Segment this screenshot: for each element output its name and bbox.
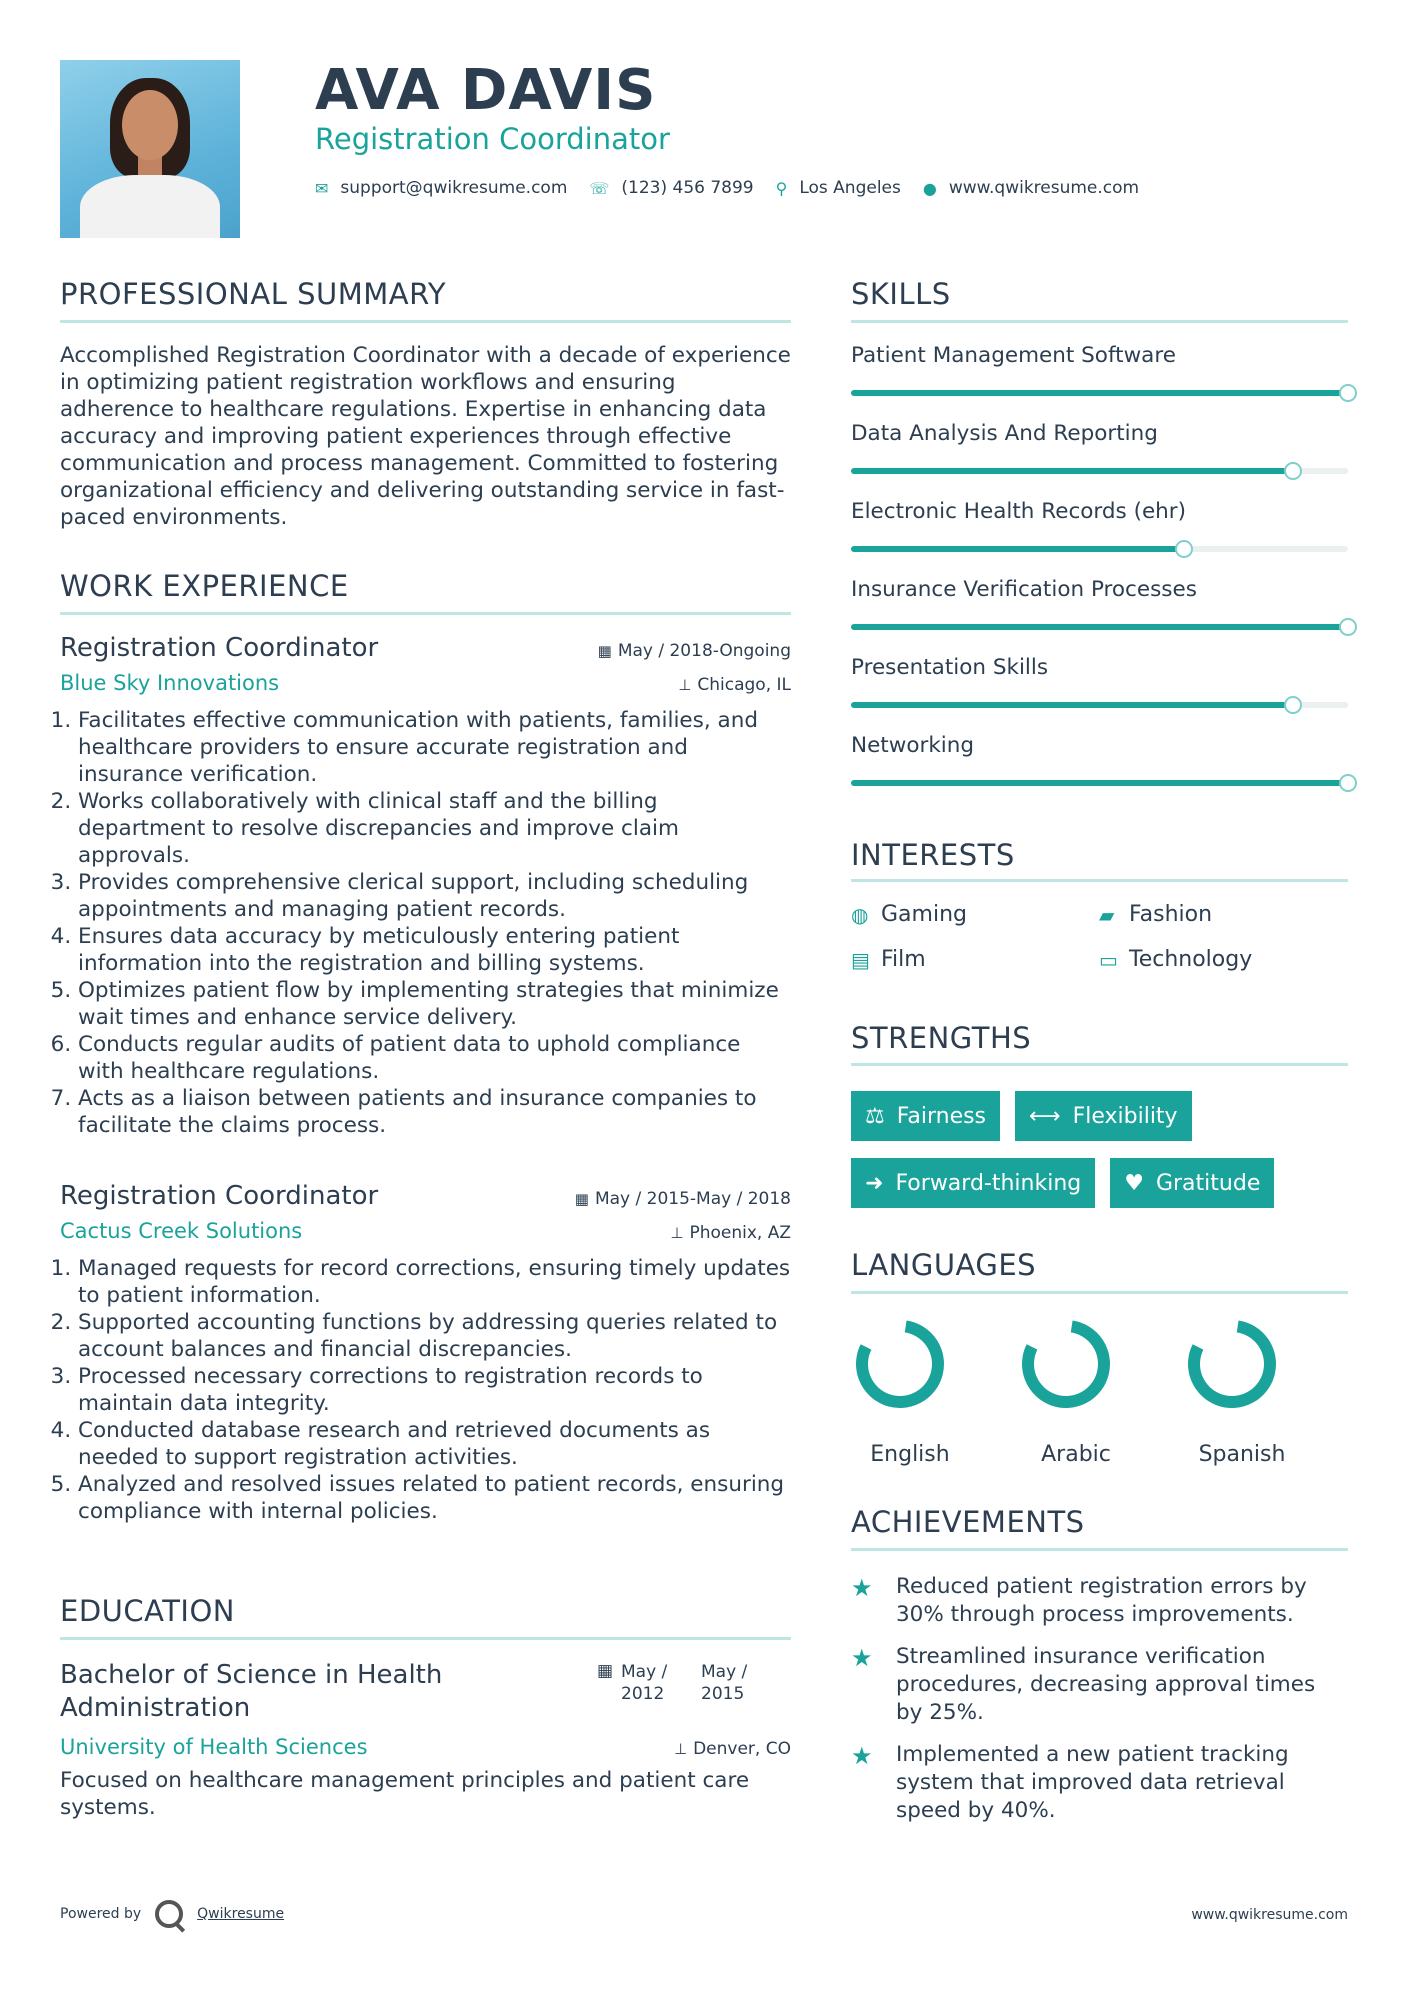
- skill-item: [851, 499, 1348, 577]
- summary-heading: PROFESSIONAL SUMMARY: [60, 277, 447, 311]
- pin-icon: ⊥: [670, 1224, 684, 1242]
- star-icon: ★: [851, 1574, 873, 1602]
- calendar-icon: ▦: [574, 1190, 589, 1208]
- strength-chip: [1110, 1158, 1274, 1208]
- company-name: Blue Sky Innovations: [60, 671, 280, 695]
- heart-icon: ♥: [1124, 1170, 1144, 1196]
- degree-title: Bachelor of Science in Health Administration: [60, 1660, 443, 1723]
- arrows-horizontal-icon: ⟷: [1029, 1103, 1061, 1129]
- interest-item: [1099, 947, 1347, 972]
- achievement-text: Reduced patient registration errors by 30% through process improvements.: [896, 1574, 1307, 1627]
- language-ring: [1187, 1318, 1297, 1418]
- list-item: 2. Supported accounting functions by addressing queries related to account balances and financial discrepancies.: [78, 1309, 791, 1363]
- language-item: [1187, 1318, 1297, 1467]
- candidate-title: Registration Coordinator: [315, 122, 670, 156]
- experience-rule: [60, 612, 791, 615]
- skill-item: [851, 343, 1348, 421]
- list-item: 3. Processed necessary corrections to registration records to maintain data integrity.: [78, 1363, 791, 1417]
- candidate-name: AVA DAVIS: [315, 58, 657, 123]
- experience-heading: WORK EXPERIENCE: [60, 569, 349, 603]
- strength-label: Flexibility: [1072, 1103, 1178, 1129]
- language-item: [855, 1318, 965, 1467]
- achievement-item: [851, 1573, 1348, 1629]
- skill-bar: [851, 390, 1348, 396]
- achievements-list: [851, 1573, 1348, 1825]
- powered-by-label: Powered by: [60, 1906, 142, 1922]
- job-dates: May / 2018-Ongoing: [617, 641, 791, 661]
- languages-heading: LANGUAGES: [851, 1248, 1037, 1282]
- interest-label: Film: [881, 947, 926, 972]
- education-end: May / 2015: [701, 1662, 748, 1704]
- education-heading: EDUCATION: [60, 1594, 236, 1628]
- laptop-icon: ▭: [1099, 947, 1118, 972]
- list-item: 1. Managed requests for record corrections, ensuring timely updates to patient information.: [78, 1255, 791, 1309]
- profile-photo: [60, 60, 240, 238]
- skills-list: [851, 343, 1348, 811]
- pin-icon: ⊥: [678, 676, 692, 694]
- skill-label: Presentation Skills: [851, 655, 1049, 680]
- achievement-item: [851, 1643, 1348, 1727]
- list-item: 1. Facilitates effective communication with patients, families, and healthcare providers to ensure accurate registration and insurance verification.: [78, 707, 791, 788]
- list-item: 7. Acts as a liaison between patients and insurance companies to facilitate the claims process.: [78, 1085, 791, 1139]
- job-location: Chicago, IL: [697, 675, 791, 695]
- calendar-icon: ▦: [596, 1661, 613, 1681]
- job-location: Phoenix, AZ: [689, 1223, 791, 1243]
- skill-bar: [851, 546, 1348, 552]
- qwikresume-logo-icon: [155, 1900, 183, 1928]
- achievements-rule: [851, 1548, 1348, 1551]
- education-entry: [60, 1659, 791, 1821]
- arrow-right-icon: ➜: [865, 1170, 884, 1196]
- skill-item: [851, 733, 1348, 811]
- strength-label: Forward-thinking: [895, 1170, 1082, 1196]
- skill-bar: [851, 780, 1348, 786]
- language-label: Arabic: [1041, 1442, 1111, 1467]
- skill-label: Insurance Verification Processes: [851, 577, 1197, 602]
- interests-heading: INTERESTS: [851, 838, 1015, 872]
- skill-item: [851, 577, 1348, 655]
- calendar-icon: ▦: [597, 642, 612, 660]
- list-item: 5. Optimizes patient flow by implementing strategies that minimize wait times and enhance service delivery.: [78, 977, 791, 1031]
- contact-website[interactable]: www.qwikresume.com: [948, 178, 1140, 198]
- skill-bar: [851, 702, 1348, 708]
- achievements-heading: ACHIEVEMENTS: [851, 1505, 1085, 1539]
- interests-rule: [851, 879, 1348, 882]
- job-entry: [60, 1181, 791, 1525]
- phone-icon: ☏: [589, 178, 610, 198]
- star-icon: ★: [851, 1644, 873, 1672]
- skill-label: Electronic Health Records (ehr): [851, 499, 1187, 524]
- education-description: Focused on healthcare management principles and patient care systems.: [60, 1768, 750, 1820]
- shopping-bag-icon: ▰: [1099, 902, 1115, 927]
- footer-brand-link[interactable]: Qwikresume: [197, 1906, 285, 1922]
- pin-icon: ⊥: [674, 1740, 688, 1758]
- strength-chip: [1015, 1091, 1192, 1141]
- achievement-text: Implemented a new patient tracking system that improved data retrieval speed by 40%.: [896, 1742, 1289, 1823]
- school-name: University of Health Sciences: [60, 1735, 368, 1759]
- globe-icon: ●: [922, 178, 937, 198]
- language-ring: [855, 1318, 965, 1418]
- contact-bar: [315, 178, 1161, 198]
- strengths-chips: [851, 1091, 1348, 1208]
- list-item: 5. Analyzed and resolved issues related to patient records, ensuring compliance with internal policies.: [78, 1471, 791, 1525]
- skill-label: Data Analysis And Reporting: [851, 421, 1158, 446]
- list-item: 2. Works collaboratively with clinical staff and the billing department to resolve discrepancies and improve claim approvals.: [78, 788, 791, 869]
- job-title: Registration Coordinator: [60, 633, 379, 663]
- education-rule: [60, 1637, 791, 1640]
- strengths-rule: [851, 1063, 1348, 1066]
- footer-site[interactable]: www.qwikresume.com: [1191, 1907, 1348, 1923]
- strengths-heading: STRENGTHS: [851, 1021, 1032, 1055]
- gamepad-icon: ◍: [851, 902, 869, 927]
- strength-label: Gratitude: [1155, 1170, 1261, 1196]
- summary-text: Accomplished Registration Coordinator with a decade of experience in optimizing patient registration workflows and ensuring adherence to healthcare regulations. Expertise in enhancing data accuracy and improving patient experiences through effective communication and process management. Committed to fostering organizational efficiency and delivering outstanding service in fast-paced environments.: [60, 343, 791, 530]
- balance-scale-icon: ⚖: [865, 1103, 885, 1129]
- list-item: 6. Conducts regular audits of patient data to uphold compliance with healthcare regulations.: [78, 1031, 791, 1085]
- skill-label: Networking: [851, 733, 975, 758]
- skill-bar: [851, 468, 1348, 474]
- interest-label: Gaming: [881, 902, 967, 927]
- contact-phone[interactable]: (123) 456 7899: [621, 178, 754, 198]
- job-title: Registration Coordinator: [60, 1181, 379, 1211]
- education-location: Denver, CO: [693, 1739, 791, 1759]
- languages-list: [855, 1318, 1352, 1467]
- language-ring: [1021, 1318, 1131, 1418]
- skill-item: [851, 421, 1348, 499]
- achievement-item: [851, 1741, 1348, 1825]
- interest-item: [851, 902, 1099, 927]
- contact-location: Los Angeles: [799, 178, 901, 198]
- job-dates: May / 2015-May / 2018: [594, 1189, 791, 1209]
- star-icon: ★: [851, 1742, 873, 1770]
- film-icon: ▤: [851, 947, 870, 972]
- interest-item: [851, 947, 1099, 972]
- interest-label: Fashion: [1129, 902, 1213, 927]
- list-item: 3. Provides comprehensive clerical support, including scheduling appointments and managing patient records.: [78, 869, 791, 923]
- list-item: 4. Conducted database research and retrieved documents as needed to support registration activities.: [78, 1417, 791, 1471]
- strength-chip: [851, 1091, 1000, 1141]
- strength-chip: [851, 1158, 1095, 1208]
- list-item: 4. Ensures data accuracy by meticulously entering patient information into the registration and billing systems.: [78, 923, 791, 977]
- contact-email[interactable]: support@qwikresume.com: [340, 178, 568, 198]
- interest-item: [1099, 902, 1347, 927]
- skills-rule: [851, 320, 1348, 323]
- skill-bar: [851, 624, 1348, 630]
- duties-list: [60, 707, 791, 1139]
- language-label: English: [870, 1442, 950, 1467]
- duties-list: [60, 1255, 791, 1525]
- strength-label: Fairness: [896, 1103, 987, 1129]
- footer-powered: [60, 1900, 284, 1928]
- interest-label: Technology: [1129, 947, 1253, 972]
- education-start: May / 2012: [621, 1662, 668, 1704]
- summary-rule: [60, 320, 791, 323]
- skills-heading: SKILLS: [851, 277, 951, 311]
- interests-grid: [851, 902, 1348, 972]
- languages-rule: [851, 1291, 1348, 1294]
- map-marker-icon: ⚲: [775, 178, 788, 198]
- language-item: [1021, 1318, 1131, 1467]
- language-label: Spanish: [1198, 1442, 1286, 1467]
- envelope-icon: ✉: [315, 178, 329, 198]
- skill-label: Patient Management Software: [851, 343, 1176, 368]
- skill-item: [851, 655, 1348, 733]
- achievement-text: Streamlined insurance verification procedures, decreasing approval times by 25%.: [896, 1644, 1316, 1725]
- company-name: Cactus Creek Solutions: [60, 1219, 303, 1243]
- job-entry: [60, 633, 791, 1139]
